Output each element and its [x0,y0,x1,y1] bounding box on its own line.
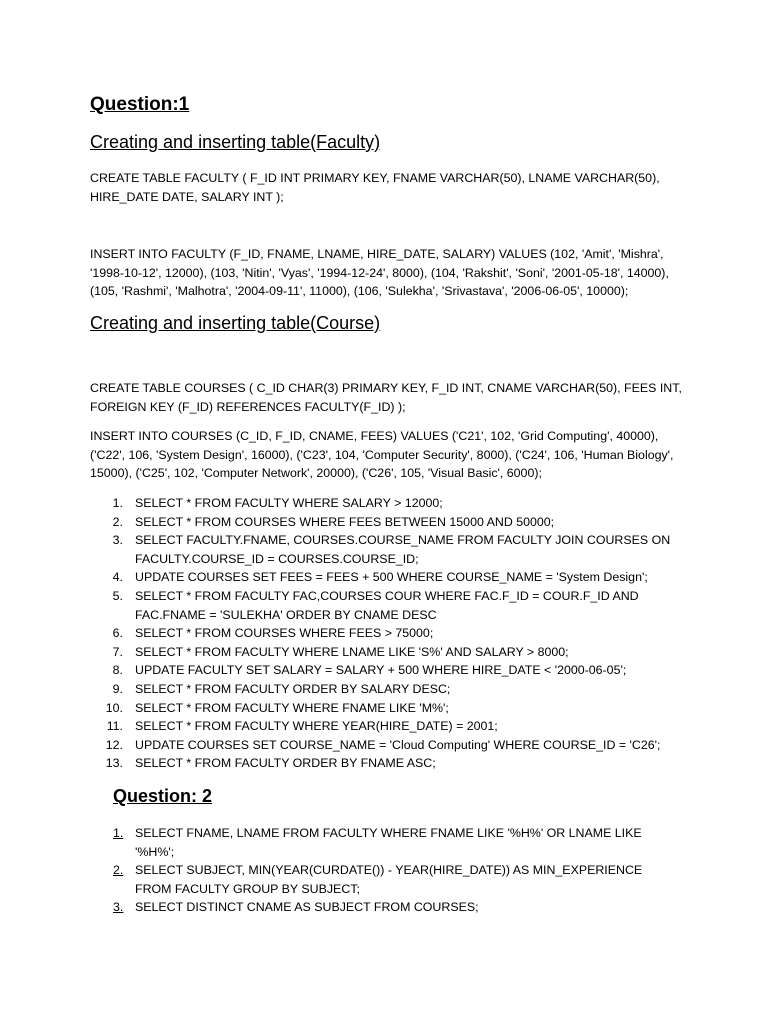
course-insert-statement: INSERT INTO COURSES (C_ID, F_ID, CNAME, FEES) VALUES ('C21', 102, 'Grid Computing', 40000), ('C22', 106, 'System Design', 16000), ('C23', 104, 'Computer Security', 8000), ('C24', 106, 'Human Biology', 15000), ('C25', 102, 'Computer Network', 20000), ('C26', 105, 'Visual Basic', 6000); [90,429,674,481]
query-text: SELECT * FROM COURSES WHERE FEES BETWEEN 15000 AND 50000; [135,514,555,529]
list-item [90,717,682,736]
list-number: 12. [105,737,123,752]
query-text: SELECT * FROM FACULTY FAC,COURSES COUR WHERE FAC.F_ID = COUR.F_ID AND FAC.FNAME = 'SULEKHA' ORDER BY CNAME DESC [135,588,639,622]
query-text: SELECT DISTINCT CNAME AS SUBJECT FROM COURSES; [135,900,479,915]
list-number: 1. [112,496,123,510]
faculty-insert-statement: INSERT INTO FACULTY (F_ID, FNAME, LNAME, HIRE_DATE, SALARY) VALUES (102, 'Amit', 'Mishra', '1998-10-12', 12000), (103, 'Nitin', 'Vyas', '1994-12-24', 8000), (104, 'Rakshit', 'Soni', '2001-05-18', 14000), (105, 'Rashmi', 'Malhotra', '2004-09-11', 11000), (106, 'Sulekha', 'Srivastava', '2006-06-05', 10000); [90,247,669,299]
course-heading: Creating and inserting table(Course) [90,313,381,333]
query-text: SELECT FACULTY.FNAME, COURSES.COURSE_NAME FROM FACULTY JOIN COURSES ON FACULTY.COURSE_ID = COURSES.COURSE_ID; [135,533,671,566]
query-text: SELECT SUBJECT, MIN(YEAR(CURDATE()) - YEAR(HIRE_DATE)) AS MIN_EXPERIENCE FROM FACULTY GROUP BY SUBJECT; [135,863,643,896]
list-item [90,699,682,718]
list-number: 5. [112,588,123,603]
list-item [90,643,682,662]
list-number: 10. [105,700,123,715]
list-number: 4. [112,570,123,585]
query-text: SELECT * FROM FACULTY WHERE FNAME LIKE 'M%'; [135,700,449,715]
list-number: 6. [112,626,123,641]
question-1-title: Question:1 [90,94,190,115]
list-item [90,624,682,643]
query-text: SELECT * FROM FACULTY WHERE YEAR(HIRE_DATE) = 2001; [135,719,498,734]
list-item [90,824,682,861]
question-2-query-list [90,824,682,917]
list-item [90,898,682,917]
query-text: UPDATE COURSES SET FEES = FEES + 500 WHERE COURSE_NAME = 'System Design'; [135,570,648,585]
list-number: 8. [112,663,123,678]
list-number: 2. [113,863,124,878]
question-2-title: Question: 2 [113,786,213,806]
query-text: UPDATE FACULTY SET SALARY = SALARY + 500 WHERE HIRE_DATE < '2000-06-05'; [135,663,627,678]
list-item [90,513,682,532]
faculty-heading: Creating and inserting table(Faculty) [90,132,381,152]
list-item [90,494,682,513]
query-text: SELECT * FROM FACULTY ORDER BY FNAME ASC; [135,756,436,771]
list-item [90,736,682,755]
list-item [90,861,682,898]
list-item [90,680,682,699]
list-number: 11. [106,719,123,734]
query-text: SELECT FNAME, LNAME FROM FACULTY WHERE FNAME LIKE '%H%' OR LNAME LIKE '%H%'; [135,826,642,859]
course-create-statement: CREATE TABLE COURSES ( C_ID CHAR(3) PRIMARY KEY, F_ID INT, CNAME VARCHAR(50), FEES INT, FOREIGN KEY (F_ID) REFERENCES FACULTY(F_ID) ); [90,381,682,414]
list-number: 1. [113,826,124,840]
query-text: SELECT * FROM FACULTY ORDER BY SALARY DESC; [135,681,451,696]
list-number: 3. [112,533,123,548]
list-number: 13. [105,756,123,771]
list-number: 3. [113,900,124,915]
faculty-create-statement: CREATE TABLE FACULTY ( F_ID INT PRIMARY KEY, FNAME VARCHAR(50), LNAME VARCHAR(50), HIRE_DATE DATE, SALARY INT ); [90,171,660,204]
query-text: SELECT * FROM COURSES WHERE FEES > 75000; [135,626,434,641]
list-number: 2. [112,514,123,529]
list-item [90,568,682,587]
query-text: SELECT * FROM FACULTY WHERE LNAME LIKE 'S%' AND SALARY > 8000; [135,644,569,659]
query-text: UPDATE COURSES SET COURSE_NAME = 'Cloud Computing' WHERE COURSE_ID = 'C26'; [135,737,661,752]
query-text: SELECT * FROM FACULTY WHERE SALARY > 12000; [135,496,443,510]
question-1-query-list [90,494,682,773]
list-item [90,587,682,624]
list-number: 7. [112,644,123,659]
list-item [90,661,682,680]
list-item [90,754,682,773]
list-number: 9. [112,681,123,696]
list-item [90,531,682,568]
